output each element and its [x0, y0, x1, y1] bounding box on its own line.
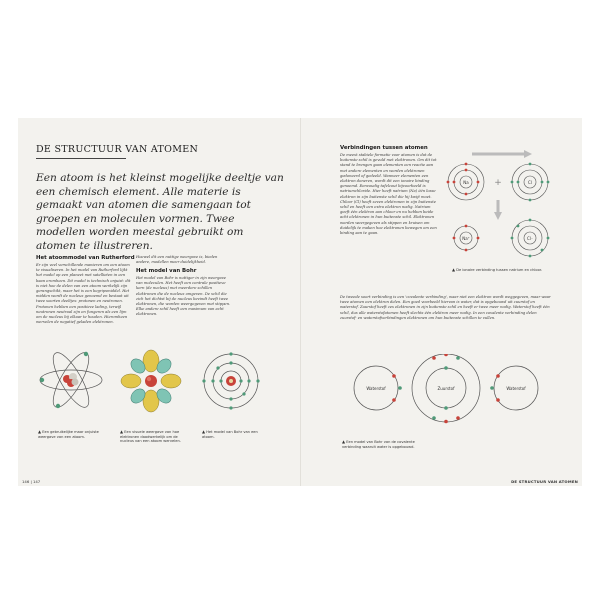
caption-electron-cloud: ▲ Een visuele weergave van hoe elektronen daadwerkelijk om de nucleus van een atoom wervelen.	[120, 429, 181, 444]
bonds-text: De meest stabiele formatie voor atomen is dat de buitenste schil is gevuld met elektronen. Om dit tot stand te brengen gaan elementen een reactie aan met andere elementen en worden elektronen gedoneerd of gedeeld. Wanneer elementen een elektron doneren, wordt dit een ionaire binding genoemd. Eenvoudig tafelzout bijvoorbeeld is natriumchloride. Hier heeft natrium (Na) één losse elektron in zijn buitenste schil die hij kwijt moet. Chloor (Cl) heeft zeven elektronen in zijn buitenste schil en heeft een extra elektron nodig. Natrium geeft één elektron aan chloor en nu hebben beide acht elektronen in hun buitenste schil. Elektronen worden weergegeven als stippen en kruisen om duidelijk te maken hoe elektronen bewegen om een binding aan te gaan.	[340, 153, 437, 236]
covalent-water-diagram	[338, 354, 554, 436]
caption-bohr: ▲ Het model van Bohr van een atoom.	[202, 429, 258, 439]
bohr-intro-text: Hoewel dit een nuttige weergave is, bieden andere, modellen meer duidelijkheid.	[136, 255, 218, 265]
covalent-text: De tweede soort verbinding is een 'covalente verbinding', waar niet een elektron wordt weggegeven, maar waar twee atomen een elektron delen. Een goed voorbeeld hiervan is water, dat is opgebouwd uit zuurstof en waterstof. Zuurstof heeft zes elektronen in zijn buitenste schil en heeft er twee meer nodig. Waterstof heeft één schil, dus alle waterstofatomen heeft slechts één elektron meer nodig. In een covalente verbinding delen zuurstof- en waterstofverbindingen elektronen om hun buitenste schillen te vullen.	[340, 295, 551, 320]
label-oxygen: Zuurstof	[437, 386, 455, 391]
running-footer: DE STRUCTUUR VAN ATOMEN	[511, 479, 578, 484]
bonds-heading: Verbindingen tussen atomen	[340, 145, 428, 151]
page-numbers: 146 | 147	[22, 479, 41, 484]
caption-rutherford: ▲ Een gebruikelijke maar onjuiste weergave van een atoom.	[38, 429, 99, 439]
ion-label-na-plus: Na⁺	[462, 236, 470, 241]
label-hydrogen-right: Waterstof	[506, 386, 526, 391]
ion-label-cl-minus: Cl⁻	[526, 236, 534, 241]
rutherford-text: Er zijn veel verschillende manieren om een atoom te visualiseren. In het model van Rutherford lijkt het model op een planeet met satellieten in een baan eromheen. Dit model is technisch onjuist: dit is niet hoe de delen van een atoom werkelijk zijn gerangschikt, maar het is een begripsmiddel. Het midden wordt de nucleus genoemd en bestaat uit twee soorten deeltjes: protonen en neutronen. Protonen hebben een positieve lading, terwijl neutronen neutraal zijn en fungeren als een lijm om de nucleus bij elkaar te houden. Hieromheen wervelen de negatief geladen elektronen.	[36, 263, 131, 325]
page-title: DE STRUCTUUR VAN ATOMEN	[36, 144, 199, 155]
caption-ionic: ▲ De ionaire verbinding tussen natrium en chloor.	[452, 267, 543, 272]
intro-text: Een atoom is het kleinst mogelijke deeltje van een chemisch element. Alle materie is gemaakt van atomen die samengaan tot groepen en moleculen vormen. Twee modellen worden meestal gebruikt om atomen te illustreren.	[36, 172, 284, 252]
ion-label-na: Na	[463, 180, 469, 185]
page-fold	[300, 118, 301, 486]
bohr-heading: Het model van Bohr	[136, 268, 197, 274]
svg-text:+: +	[494, 178, 502, 188]
label-hydrogen-left: Waterstof	[366, 386, 386, 391]
rutherford-atom-illustration	[38, 344, 104, 416]
title-rule	[36, 158, 126, 159]
bohr-text: Het model van Bohr is nuttiger in zijn weergave van moleculen. Het heeft een centrale positieve kern (de nucleus) met meerdere schillen elektronen die de nucleus omgeven. De schil die zich het dichtst bij de nucleus bevindt heeft twee elektronen, die worden weergegeven met stippen. Elke andere schil heeft een maximum van acht elektronen.	[136, 276, 231, 317]
electron-cloud-illustration	[120, 348, 182, 414]
ionic-bond-diagram	[444, 144, 552, 264]
book-spread	[18, 118, 582, 486]
ion-label-cl: Cl	[528, 180, 532, 185]
rutherford-heading: Het atoommodel van Rutherford	[36, 255, 135, 261]
caption-covalent: ▲ Een model van Bohr van de covalente verbinding waaruit water is opgebouwd.	[342, 439, 415, 449]
bohr-atom-illustration	[202, 352, 260, 410]
